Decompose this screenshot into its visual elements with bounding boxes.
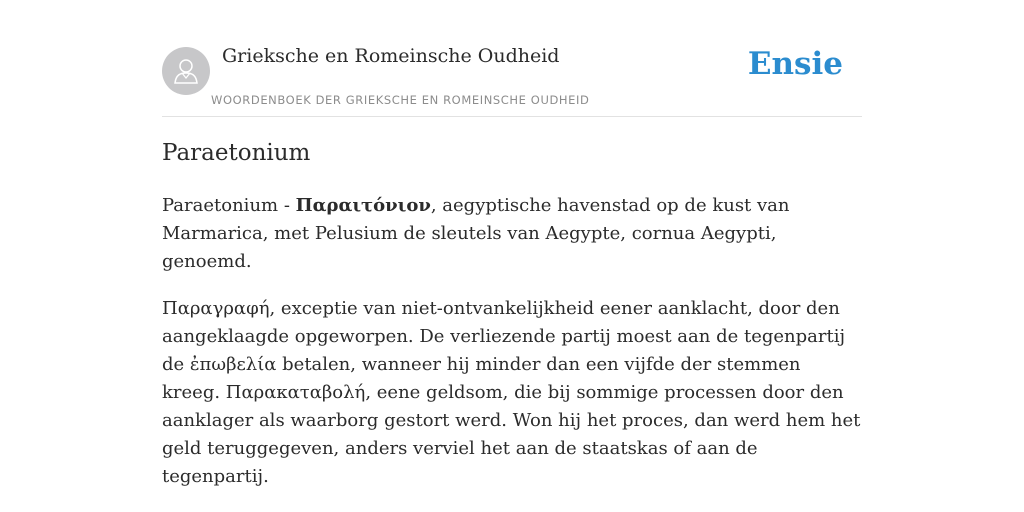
- user-icon: [173, 57, 199, 85]
- definition-text: , aegyptische havenstad op de kust van Marmarica, met Pelusium de sleutels van Aegypte, cornua Aegypti, genoemd.: [162, 195, 790, 272]
- source-subtitle: WOORDENBOEK DER GRIEKSCHE EN ROMEINSCHE OUDHEID: [211, 93, 590, 107]
- definition-paragraph-2: Παραγραφή, exceptie van niet-ontvankelijkheid eener aanklacht, door den aangeklaagde opgeworpen. De verliezende partij moest aan de tegenpartij de ἐπωβελία betalen, wanneer hij minder dan een vijfde der stemmen kreeg. Παρακαταβολή, eene geldsom, die bij sommige processen door den aanklager als waarborg gestort werd. Won hij het proces, dan werd hem het geld teruggegeven, anders verviel het aan de staatskas of aan de tegenpartij.: [162, 298, 861, 487]
- source-header: [162, 0, 862, 117]
- greek-term: Παραιτόνιον: [295, 195, 431, 216]
- page-content: [162, 0, 862, 487]
- avatar[interactable]: [162, 47, 210, 95]
- definition-paragraph-1: [162, 192, 862, 276]
- definition-lead: Paraetonium -: [162, 195, 296, 216]
- ensie-logo-link[interactable]: Ensie: [747, 46, 843, 82]
- entry-body: [162, 192, 862, 510]
- source-title[interactable]: Grieksche en Romeinsche Oudheid: [222, 45, 560, 67]
- entry-title: Paraetonium: [162, 140, 311, 166]
